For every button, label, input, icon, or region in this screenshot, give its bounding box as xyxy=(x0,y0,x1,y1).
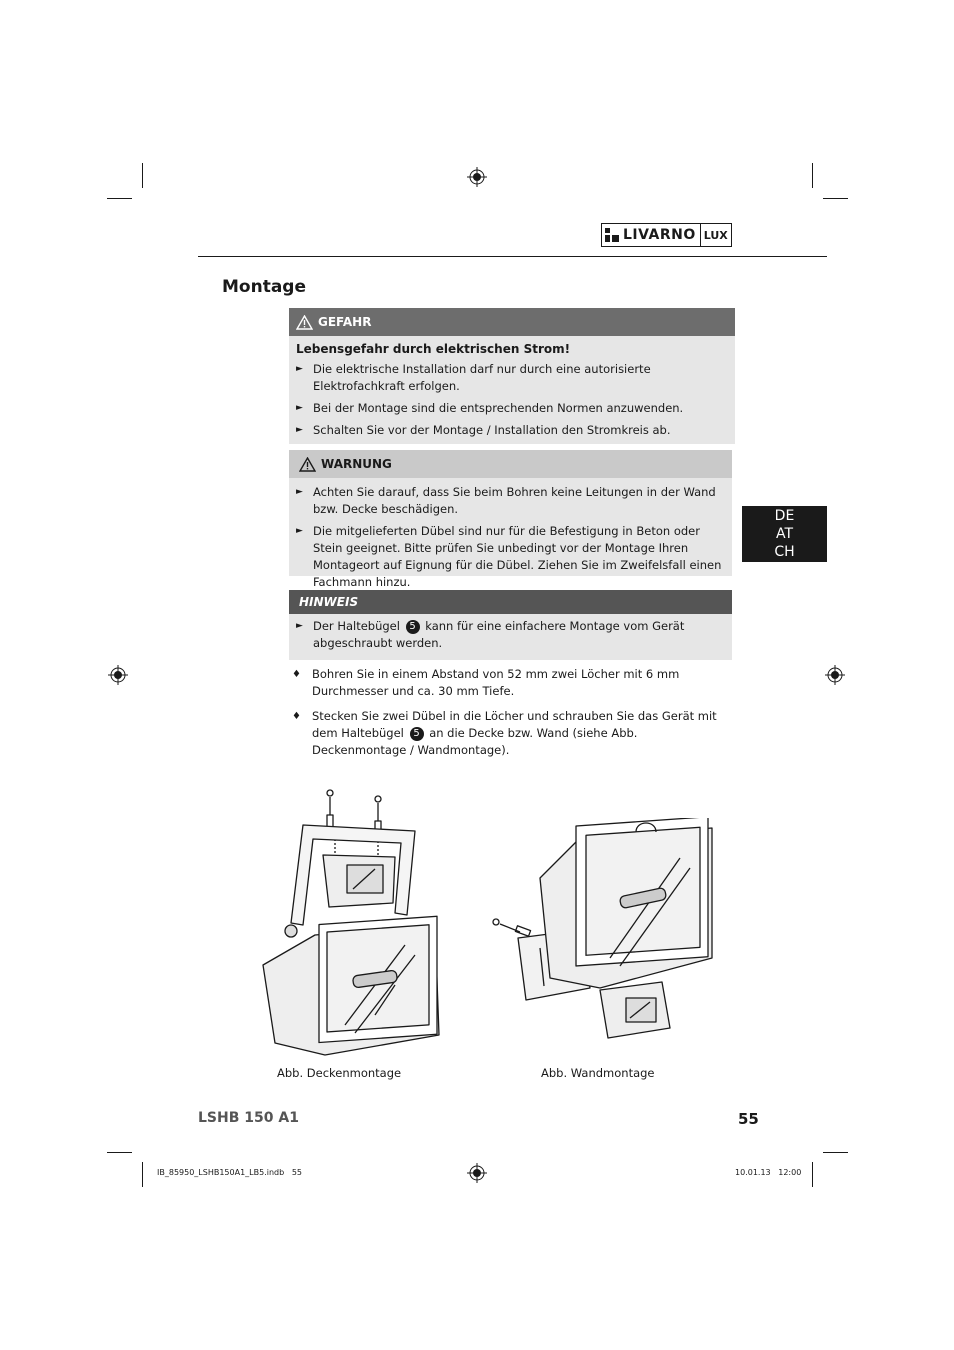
list-item xyxy=(296,361,725,395)
language-code: CH xyxy=(774,544,795,560)
warning-item: Die mitgelieferten Dübel sind nur für die Befestigung in Beton oder Stein geeignet. Bitte prüfen Sie unbedingt vor der Montage Ihren Montageort auf Eignung für die Dübel. Ziehen Sie im Zweifelsfall einen Fachmann hinzu. xyxy=(313,524,722,589)
warning-box xyxy=(289,450,732,589)
danger-label: GEFAHR xyxy=(318,315,372,329)
step-item xyxy=(292,708,732,759)
part-reference-badge: 5 xyxy=(410,727,424,741)
registration-mark-icon xyxy=(825,665,845,685)
step-text xyxy=(312,708,732,759)
bullet-arrow-icon: ► xyxy=(296,621,303,631)
page-title: Montage xyxy=(222,277,306,297)
crop-mark xyxy=(823,1152,848,1153)
list-item xyxy=(296,484,722,518)
list-item xyxy=(296,422,725,439)
crop-mark xyxy=(142,163,143,188)
list-item xyxy=(296,618,722,652)
warning-label: WARNUNG xyxy=(321,457,392,471)
registration-mark-icon xyxy=(108,665,128,685)
step-text-before: Stecken Sie zwei Dübel in die Löcher und schrauben Sie das Gerät mit dem Haltebügel xyxy=(312,709,717,740)
danger-body xyxy=(289,336,735,444)
note-header xyxy=(289,590,732,614)
list-item xyxy=(296,400,725,417)
warning-body xyxy=(289,478,732,589)
step-text-after: an die Decke bzw. Wand (siehe Abb. Deckenmontage / Wandmontage). xyxy=(312,726,638,757)
model-number: LSHB 150 A1 xyxy=(198,1110,299,1126)
crop-mark xyxy=(812,163,813,188)
crop-mark xyxy=(823,198,848,199)
step-text: Bohren Sie in einem Abstand von 52 mm zwei Löcher mit 6 mm Durchmesser und ca. 30 mm Tiefe. xyxy=(312,667,680,698)
warning-triangle-icon xyxy=(296,315,313,330)
note-text-after: kann für eine einfachere Montage vom Gerät abgeschraubt werden. xyxy=(313,619,685,650)
ceiling-mount-illustration xyxy=(255,785,455,1065)
note-box xyxy=(289,590,732,660)
note-text-before: Der Haltebügel xyxy=(313,619,400,633)
crop-mark xyxy=(812,1162,813,1187)
step-item xyxy=(292,666,732,700)
bullet-arrow-icon: ► xyxy=(296,487,303,497)
figure-caption-ceiling: Abb. Deckenmontage xyxy=(277,1066,402,1080)
danger-box xyxy=(289,308,735,444)
note-label: HINWEIS xyxy=(299,595,359,609)
print-slug-date: 10.01.13 12:00 xyxy=(735,1168,802,1177)
registration-mark-icon xyxy=(467,1163,487,1183)
wall-mount-illustration xyxy=(490,818,722,1048)
note-body xyxy=(289,614,732,660)
brand-mark-icon xyxy=(605,228,619,242)
figure-caption-wall: Abb. Wandmontage xyxy=(541,1066,655,1080)
note-text xyxy=(313,618,722,652)
language-code: AT xyxy=(775,526,794,542)
warning-header xyxy=(289,450,732,478)
print-slug-file: IB_85950_LSHB150A1_LB5.indb 55 xyxy=(157,1168,303,1177)
diamond-bullet-icon: ♦ xyxy=(292,669,301,680)
warning-item: Achten Sie darauf, dass Sie beim Bohren keine Leitungen in der Wand bzw. Decke beschädigen. xyxy=(313,485,716,516)
danger-header xyxy=(289,308,735,336)
bullet-arrow-icon: ► xyxy=(296,526,303,536)
crop-mark xyxy=(107,198,132,199)
language-code: DE xyxy=(774,508,795,524)
danger-item: Die elektrische Installation darf nur durch eine autorisierte Elektrofachkraft erfolgen. xyxy=(313,362,651,393)
bullet-arrow-icon: ► xyxy=(296,425,303,435)
brand-name-box xyxy=(601,223,700,247)
crop-mark xyxy=(142,1162,143,1187)
warning-triangle-icon xyxy=(299,457,316,472)
header-rule xyxy=(198,256,827,257)
part-reference-badge: 5 xyxy=(406,620,420,634)
danger-subtitle: Lebensgefahr durch elektrischen Strom! xyxy=(296,342,571,356)
page-number: 55 xyxy=(738,1110,759,1128)
brand-name: LIVARNO xyxy=(623,227,696,243)
danger-item: Schalten Sie vor der Montage / Installation den Stromkreis ab. xyxy=(313,423,671,437)
list-item xyxy=(296,523,722,591)
language-tab xyxy=(742,506,827,562)
bullet-arrow-icon: ► xyxy=(296,403,303,413)
bullet-arrow-icon: ► xyxy=(296,364,303,374)
brand-logo xyxy=(601,223,732,247)
diamond-bullet-icon: ♦ xyxy=(292,711,301,722)
crop-mark xyxy=(107,1152,132,1153)
danger-item: Bei der Montage sind die entsprechenden Normen anzuwenden. xyxy=(313,401,684,415)
brand-suffix: LUX xyxy=(700,223,732,247)
registration-mark-icon xyxy=(467,167,487,187)
